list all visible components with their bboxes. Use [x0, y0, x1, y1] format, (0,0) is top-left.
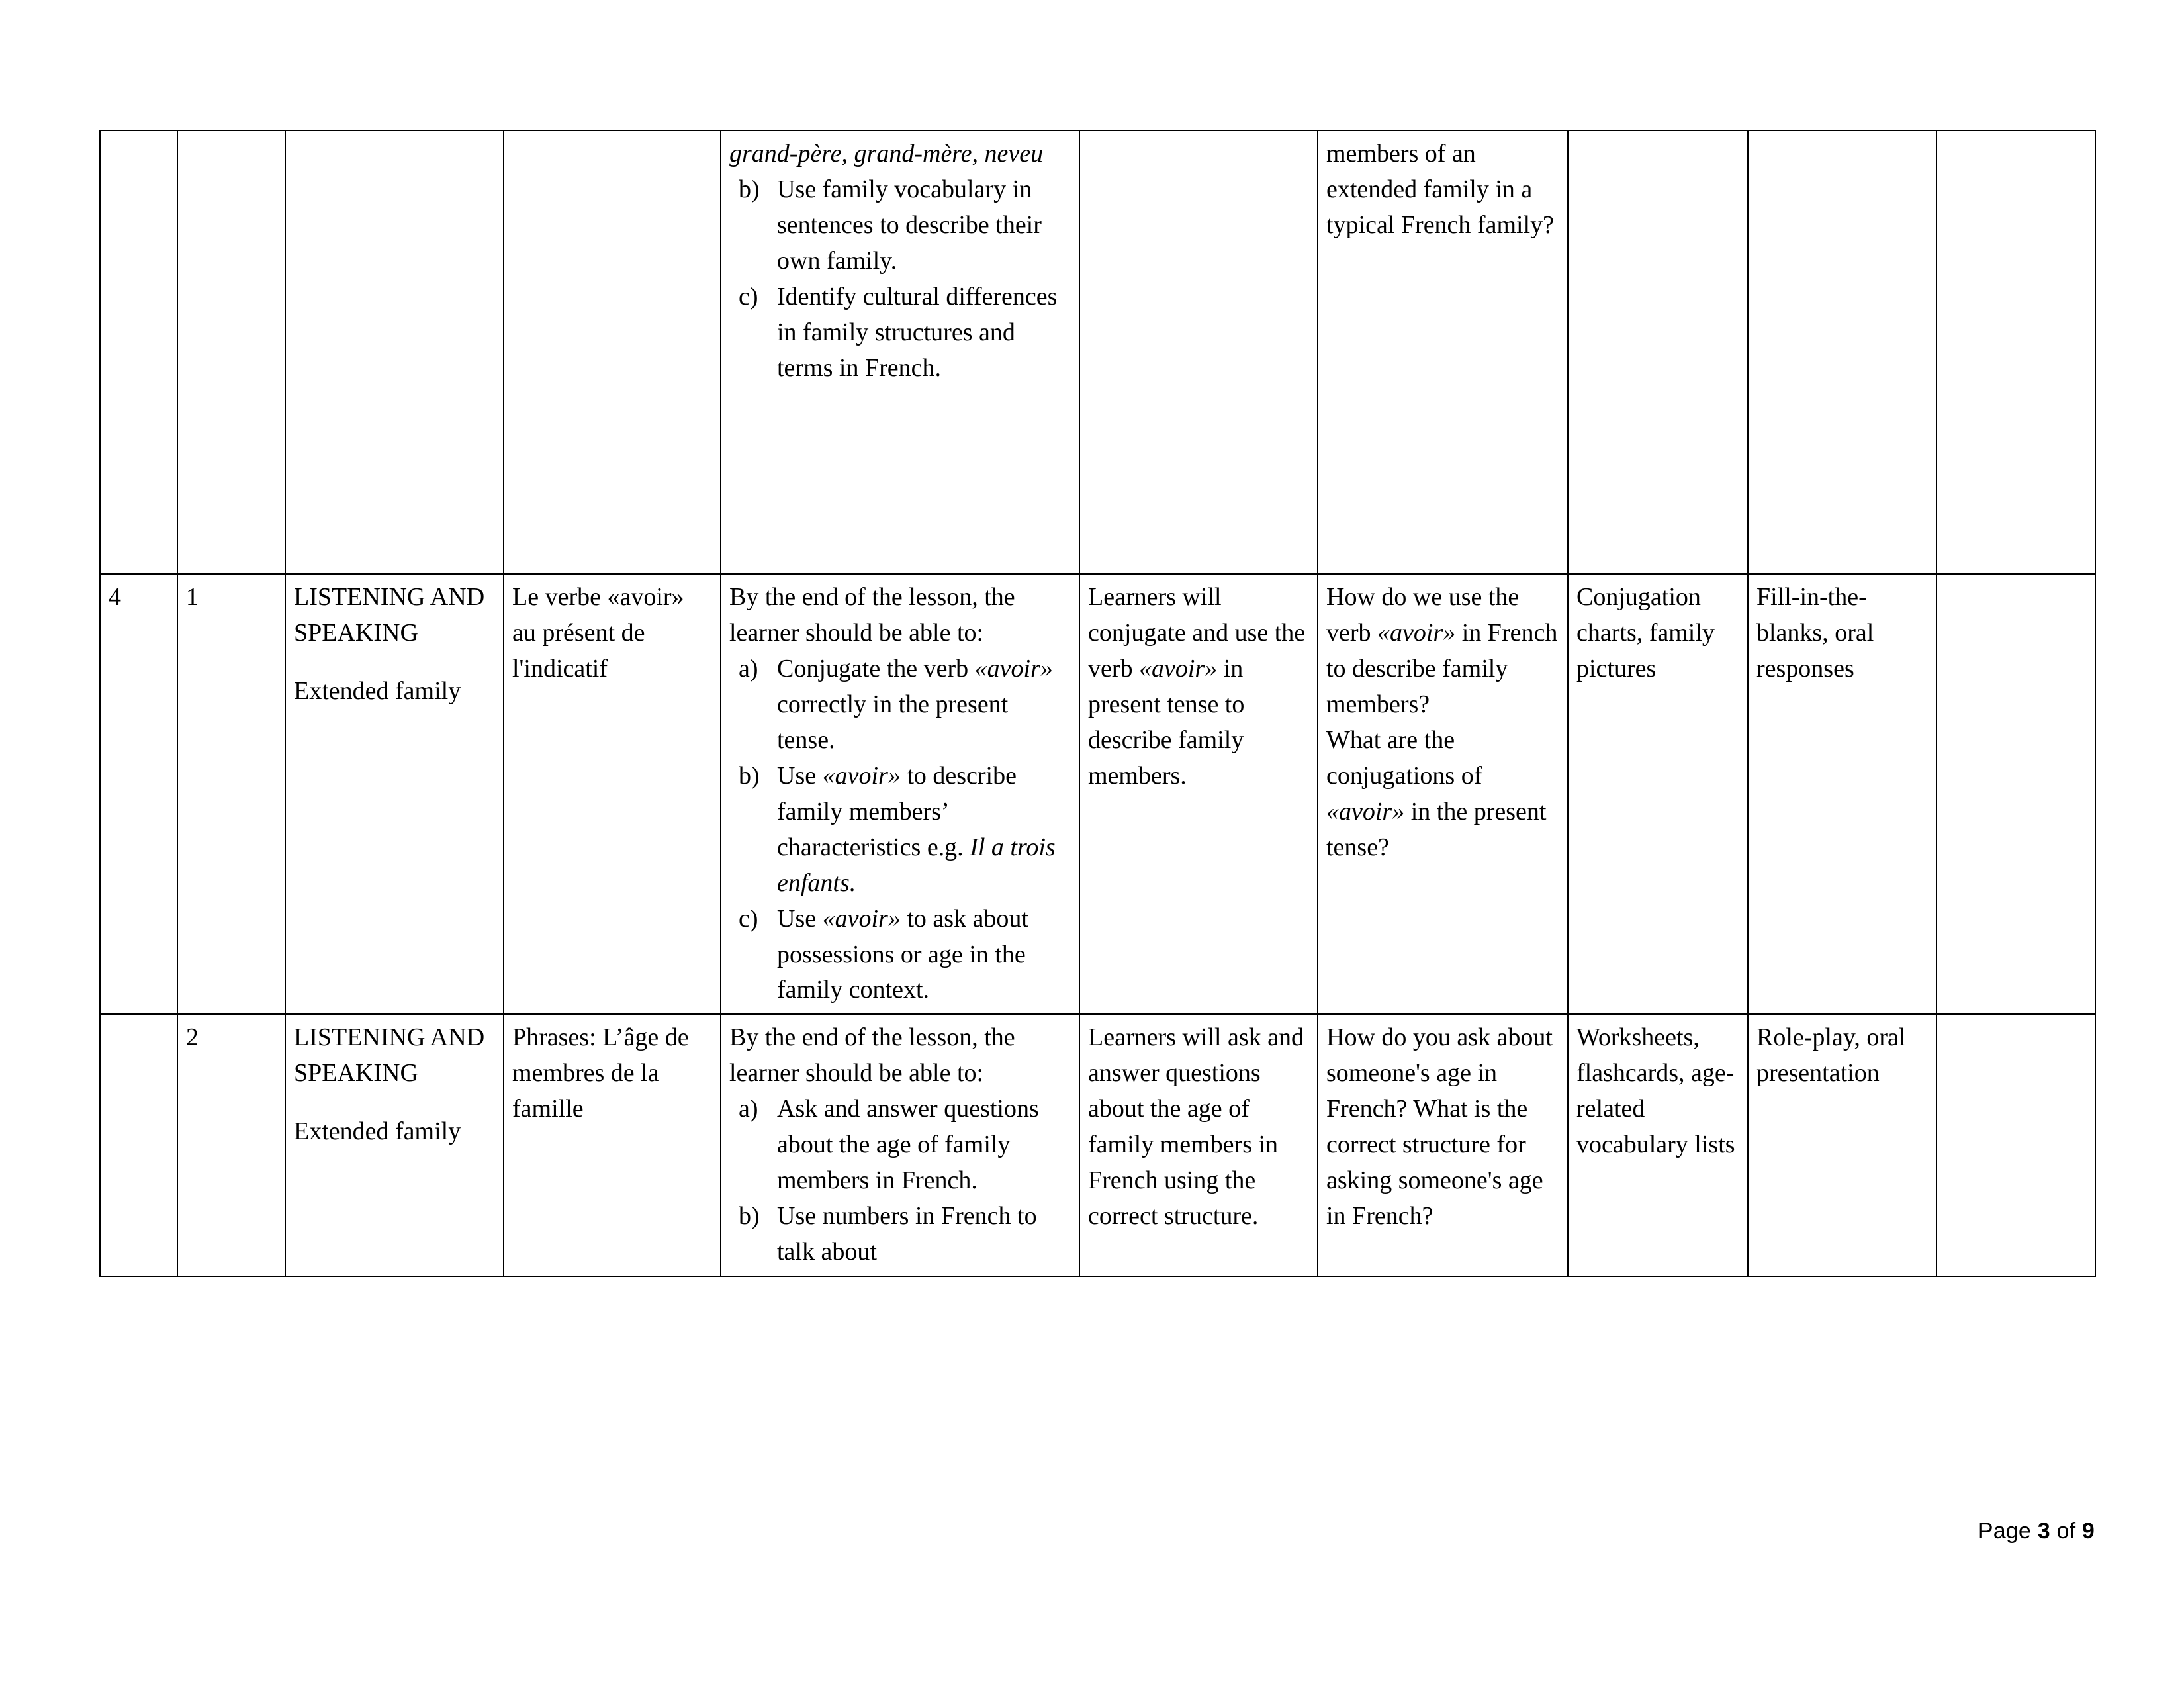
page-footer: [1978, 1519, 2095, 1544]
strand-substrand: Extended family: [294, 1117, 461, 1146]
outcomes-intro: By the end of the lesson, the learner should be able to:: [729, 1023, 1015, 1088]
text-post: in the present tense?: [1326, 797, 1547, 861]
list-item-text: [777, 902, 1072, 1009]
list-item-text: Use family vocabulary in sentences to describe their own family.: [777, 175, 1042, 275]
list-item: [729, 172, 1072, 279]
footer-page-label: Page: [1978, 1519, 2032, 1544]
cell-learning-experiences: [1079, 574, 1318, 1014]
resources-value: Conjugation charts, family pictures: [1576, 583, 1715, 682]
resources-value: Worksheets, flashcards, age-related vocabulary lists: [1576, 1023, 1735, 1159]
outcomes-continued-italic: [729, 136, 1072, 172]
french-example-italic: Il a trois enfants.: [777, 833, 1056, 897]
assessment-value: Role-play, oral presentation: [1756, 1023, 1906, 1088]
text-post: to ask about possessions or age in the family context.: [777, 904, 1028, 1004]
list-marker: a): [739, 1095, 758, 1123]
text-pre: Learners will conjugate and use the verb: [1088, 583, 1306, 682]
list-item: [729, 1092, 1072, 1199]
text-post: in present tense to describe family members.: [1088, 654, 1245, 790]
list-marker: c): [739, 904, 758, 933]
week-value: 4: [109, 583, 121, 611]
outcomes-intro: By the end of the lesson, the learner should be able to:: [729, 583, 1015, 647]
experiences-value: Learners will ask and answer questions about the age of family members in French using the correct structure.: [1088, 1023, 1304, 1231]
structure-value: Le verbe «avoir» au présent de l'indicatif: [512, 583, 684, 682]
french-vocab-italic: «avoir»: [822, 904, 901, 933]
cell-learning-resources: [1568, 130, 1748, 574]
strand-substrand: Extended family: [294, 677, 461, 705]
french-vocab-italic: «avoir»: [1139, 654, 1218, 682]
text-pre: What are the conjugations of: [1326, 726, 1482, 790]
list-item-text: Use numbers in French to talk about: [777, 1202, 1037, 1266]
list-item: [729, 279, 1072, 387]
cell-key-inquiry-questions: [1318, 1014, 1568, 1276]
strand-title: LISTENING AND SPEAKING: [294, 1023, 485, 1088]
syllabus-table: [99, 130, 2096, 1277]
list-marker: b): [739, 175, 760, 203]
french-vocab-italic: «avoir»: [1326, 797, 1405, 825]
text-post: to describe family members’ characteristics e.g.: [777, 761, 1017, 861]
text-pre: Use: [777, 761, 823, 790]
cell-learning-resources: [1568, 574, 1748, 1014]
text-pre: Conjugate the verb: [777, 654, 975, 682]
table-row: [100, 574, 2095, 1014]
text-pre: Use: [777, 904, 823, 933]
table-row: [100, 130, 2095, 574]
inquiry-question-1: [1326, 580, 1561, 723]
list-marker: a): [739, 654, 758, 682]
inquiry-value: How do you ask about someone's age in French? What is the correct structure for asking someone's age in French?: [1326, 1023, 1553, 1231]
cell-assessment-methods: [1748, 130, 1936, 574]
cell-learning-experiences: [1079, 1014, 1318, 1276]
lesson-value: 2: [186, 1023, 199, 1052]
cell-key-inquiry-questions: [1318, 130, 1568, 574]
footer-page-number: 3: [2037, 1519, 2050, 1544]
cell-learning-outcomes: [721, 1014, 1079, 1276]
outcomes-list: [729, 172, 1072, 387]
cell-lesson: [177, 130, 285, 574]
cell-week: [100, 130, 177, 574]
cell-key-inquiry-questions: [1318, 574, 1568, 1014]
french-vocab-italic: grand-père, grand-mère, neveu: [729, 140, 1044, 167]
strand-title: LISTENING AND SPEAKING: [294, 583, 485, 647]
list-item: [729, 1199, 1072, 1270]
cell-structure: [504, 574, 721, 1014]
list-item: [729, 759, 1072, 902]
cell-reflection: [1936, 574, 2095, 1014]
structure-value: Phrases: L’âge de membres de la famille: [512, 1023, 689, 1123]
cell-learning-outcomes: [721, 574, 1079, 1014]
text-post: correctly in the present tense.: [777, 690, 1009, 754]
list-item-text: [777, 759, 1072, 902]
cell-lesson: [177, 1014, 285, 1276]
inquiry-value: members of an extended family in a typical French family?: [1326, 140, 1554, 239]
list-marker: b): [739, 1202, 760, 1231]
outcomes-list: [729, 1092, 1072, 1270]
cell-assessment-methods: [1748, 574, 1936, 1014]
cell-reflection: [1936, 130, 2095, 574]
list-item-text: Identify cultural differences in family structures and terms in French.: [777, 282, 1058, 382]
lesson-value: 1: [186, 583, 199, 611]
cell-strand: [285, 130, 504, 574]
cell-structure: [504, 1014, 721, 1276]
outcomes-list: [729, 651, 1072, 1009]
list-item-text: [777, 651, 1072, 759]
cell-strand: [285, 1014, 504, 1276]
table-row: [100, 1014, 2095, 1276]
text-pre: How do we use the verb: [1326, 583, 1520, 647]
cell-learning-experiences: [1079, 130, 1318, 574]
list-marker: c): [739, 282, 758, 310]
footer-of-label: of: [2056, 1519, 2076, 1544]
cell-structure: [504, 130, 721, 574]
list-item: [729, 902, 1072, 1009]
list-item: [729, 651, 1072, 759]
french-vocab-italic: «avoir»: [822, 761, 901, 790]
cell-learning-resources: [1568, 1014, 1748, 1276]
assessment-value: Fill-in-the-blanks, oral responses: [1756, 583, 1874, 682]
french-vocab-italic: «avoir»: [1377, 618, 1456, 647]
cell-assessment-methods: [1748, 1014, 1936, 1276]
cell-lesson: [177, 574, 285, 1014]
experiences-value: [1088, 580, 1310, 794]
list-item-text: Ask and answer questions about the age of family members in French.: [777, 1095, 1039, 1195]
cell-week: [100, 1014, 177, 1276]
inquiry-question-2: [1326, 723, 1561, 866]
cell-week: [100, 574, 177, 1014]
list-marker: b): [739, 761, 760, 790]
cell-strand: [285, 574, 504, 1014]
french-vocab-italic: «avoir»: [974, 654, 1053, 682]
syllabus-table-container: [99, 130, 2095, 1277]
cell-reflection: [1936, 1014, 2095, 1276]
footer-total-pages: 9: [2081, 1519, 2095, 1544]
text-post: in French to describe family members?: [1326, 618, 1558, 718]
cell-learning-outcomes: [721, 130, 1079, 574]
